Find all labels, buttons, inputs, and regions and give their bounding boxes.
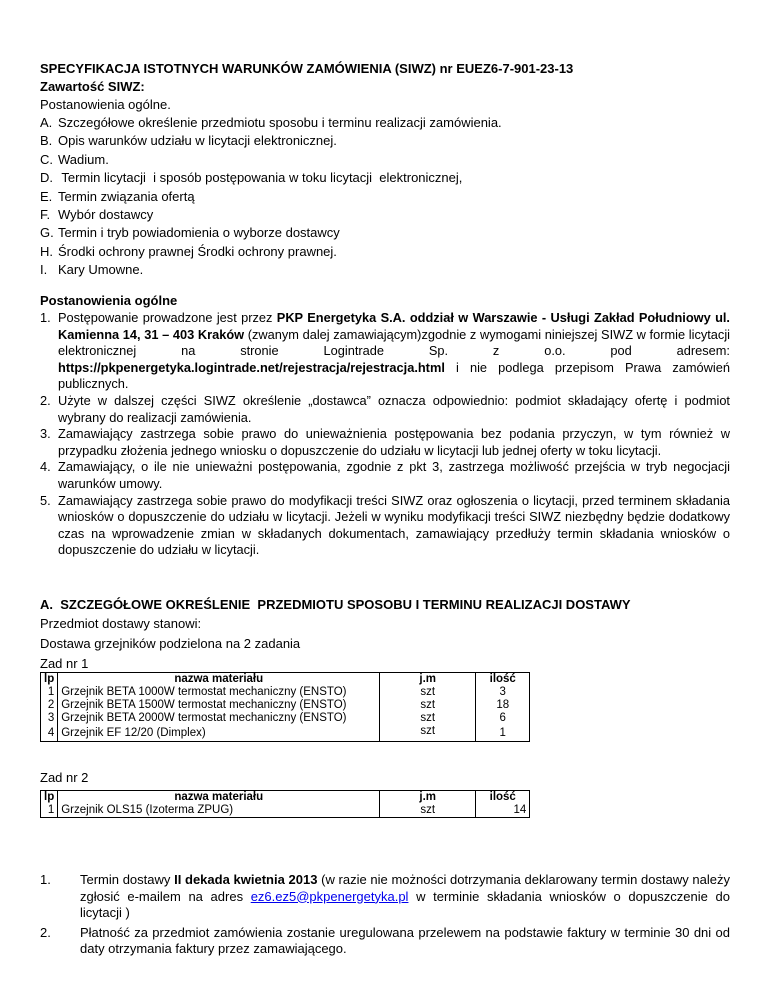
toc-item: C. Wadium. [40, 151, 109, 167]
document-title: SPECYFIKACJA ISTOTNYCH WARUNKÓW ZAMÓWIENIA (SIWZ) nr EUEZ6-7-901-23-13 [40, 61, 574, 76]
toc-item: A. Szczegółowe określenie przedmiotu sposobu i terminu realizacji zamówienia. [40, 115, 502, 130]
toc-item: F. Wybór dostawcy [40, 207, 154, 223]
table-row: 3 Grzejnik BETA 2000W termostat mechaniczny (ENSTO) szt 6 [41, 712, 530, 725]
task2-label: Zad nr 2 [40, 770, 89, 785]
table-row: 1 Grzejnik OLS15 (Izoterma ZPUG) szt 14 [41, 804, 530, 818]
general-provisions [40, 292, 730, 559]
term-item: 2. Płatność za przedmiot zamówienia zostanie uregulowana przelewem na podstawie faktury w terminie 30 dni od daty otrzymania faktury przez zamawiającego. [40, 924, 730, 957]
task2-table [40, 790, 530, 818]
toc-item: G. Termin i tryb powiadomienia o wyborze dostawcy [40, 225, 340, 241]
provision-item: 1. Postępowanie prowadzone jest przez PKP Energetyka S.A. oddział w Warszawie - Usługi Zakład Południowy ul. Kamienna 14, 31 – 403 Kraków (zwanym dalej zamawiającym)zgodnie z wymogami niniejszej SIWZ w formie licytacji elektronicznej na stronie Logintrade Sp. z o.o. pod adresem: https://pkpenergetyka.logintrade.net/rejestracja/rejestracja.html i nie podlega przepisom Prawa zamówień publicznych. [40, 310, 730, 392]
toc-item: D. Termin licytacji i sposób postępowania w toku licytacji elektronicznej, [40, 170, 463, 186]
section-a-title: A. SZCZEGÓŁOWE OKREŚLENIE PRZEDMIOTU SPOSOBU I TERMINU REALIZACJI DOSTAWY [40, 597, 631, 612]
task1-label: Zad nr 1 [40, 656, 89, 671]
section-a [40, 596, 730, 674]
document-header [40, 60, 730, 280]
email-link[interactable]: ez6.ez5@pkpenergetyka.pl [250, 888, 409, 904]
general-heading: Postanowienia ogólne [40, 293, 178, 308]
table-row: 4 Grzejnik EF 12/20 (Dimplex) szt 1 [41, 725, 530, 742]
toc-item: B. Opis warunków udziału w licytacji elektronicznej. [40, 133, 337, 149]
table-header-row: lp nazwa materiału j.m ilość [41, 791, 530, 805]
toc-item: H. Środki ochrony prawnej Środki ochrony prawnej. [40, 243, 337, 259]
table-row: 1 Grzejnik BETA 1000W termostat mechaniczny (ENSTO) szt 3 [41, 686, 530, 699]
toc-item: I. Kary Umowne. [40, 262, 144, 278]
term-item: 1. Termin dostawy II dekada kwietnia 2013 (w razie nie możności dotrzymania deklarowany termin dostawy należy zgłosić e-mailem na adres ez6.ez5@pkpenergetyka.pl w terminie składania wniosków o dopuszczenie do licytacji ) [40, 872, 731, 921]
task1-table [40, 672, 530, 742]
provision-item: 3. Zamawiający zastrzega sobie prawo do unieważnienia postępowania bez podania przyczyn, w tym również w przypadku złożenia jednego wniosku o dopuszczenie do udziału w licytacji lub jednej oferty w toku licytacji. [40, 426, 730, 458]
provision-item: 4. Zamawiający, o ile nie unieważni postępowania, zgodnie z pkt 3, zastrzega możliwość przejścia w tryb negocjacji warunków umowy. [40, 459, 730, 491]
provision-item: 2. Użyte w dalszej części SIWZ określenie „dostawca” oznacza odpowiednio: podmiot składający ofertę i podmiot wybrany do realizacji zamówienia. [40, 392, 730, 425]
toc-item: E. Termin związania ofertą [40, 188, 195, 204]
delivery-line: Dostawa grzejników podzielona na 2 zadania [40, 636, 301, 651]
subject-line: Przedmiot dostawy stanowi: [40, 616, 202, 631]
contents-heading: Zawartość SIWZ: [40, 79, 145, 94]
general-line: Postanowienia ogólne. [40, 97, 171, 112]
provision-item: 5. Zamawiający zastrzega sobie prawo do modyfikacji treści SIWZ oraz ogłoszenia o licytacji, przed terminem składania wniosków o dopuszczenie do udziału w licytacji. Jeżeli w wyniku modyfikacji treści SIWZ niezbędny będzie dodatkowy czas na wprowadzenie zmian w składanych dokumentach, zamawiający przedłuży termin składania wniosków o dopuszczenie do udziału w licytacji. [40, 492, 730, 558]
table-of-contents [40, 114, 730, 280]
table-header-row: lp nazwa materiału j.m ilość [41, 673, 530, 687]
table-row: 2 Grzejnik BETA 1500W termostat mechaniczny (ENSTO) szt 18 [41, 699, 530, 712]
delivery-terms [40, 872, 730, 961]
